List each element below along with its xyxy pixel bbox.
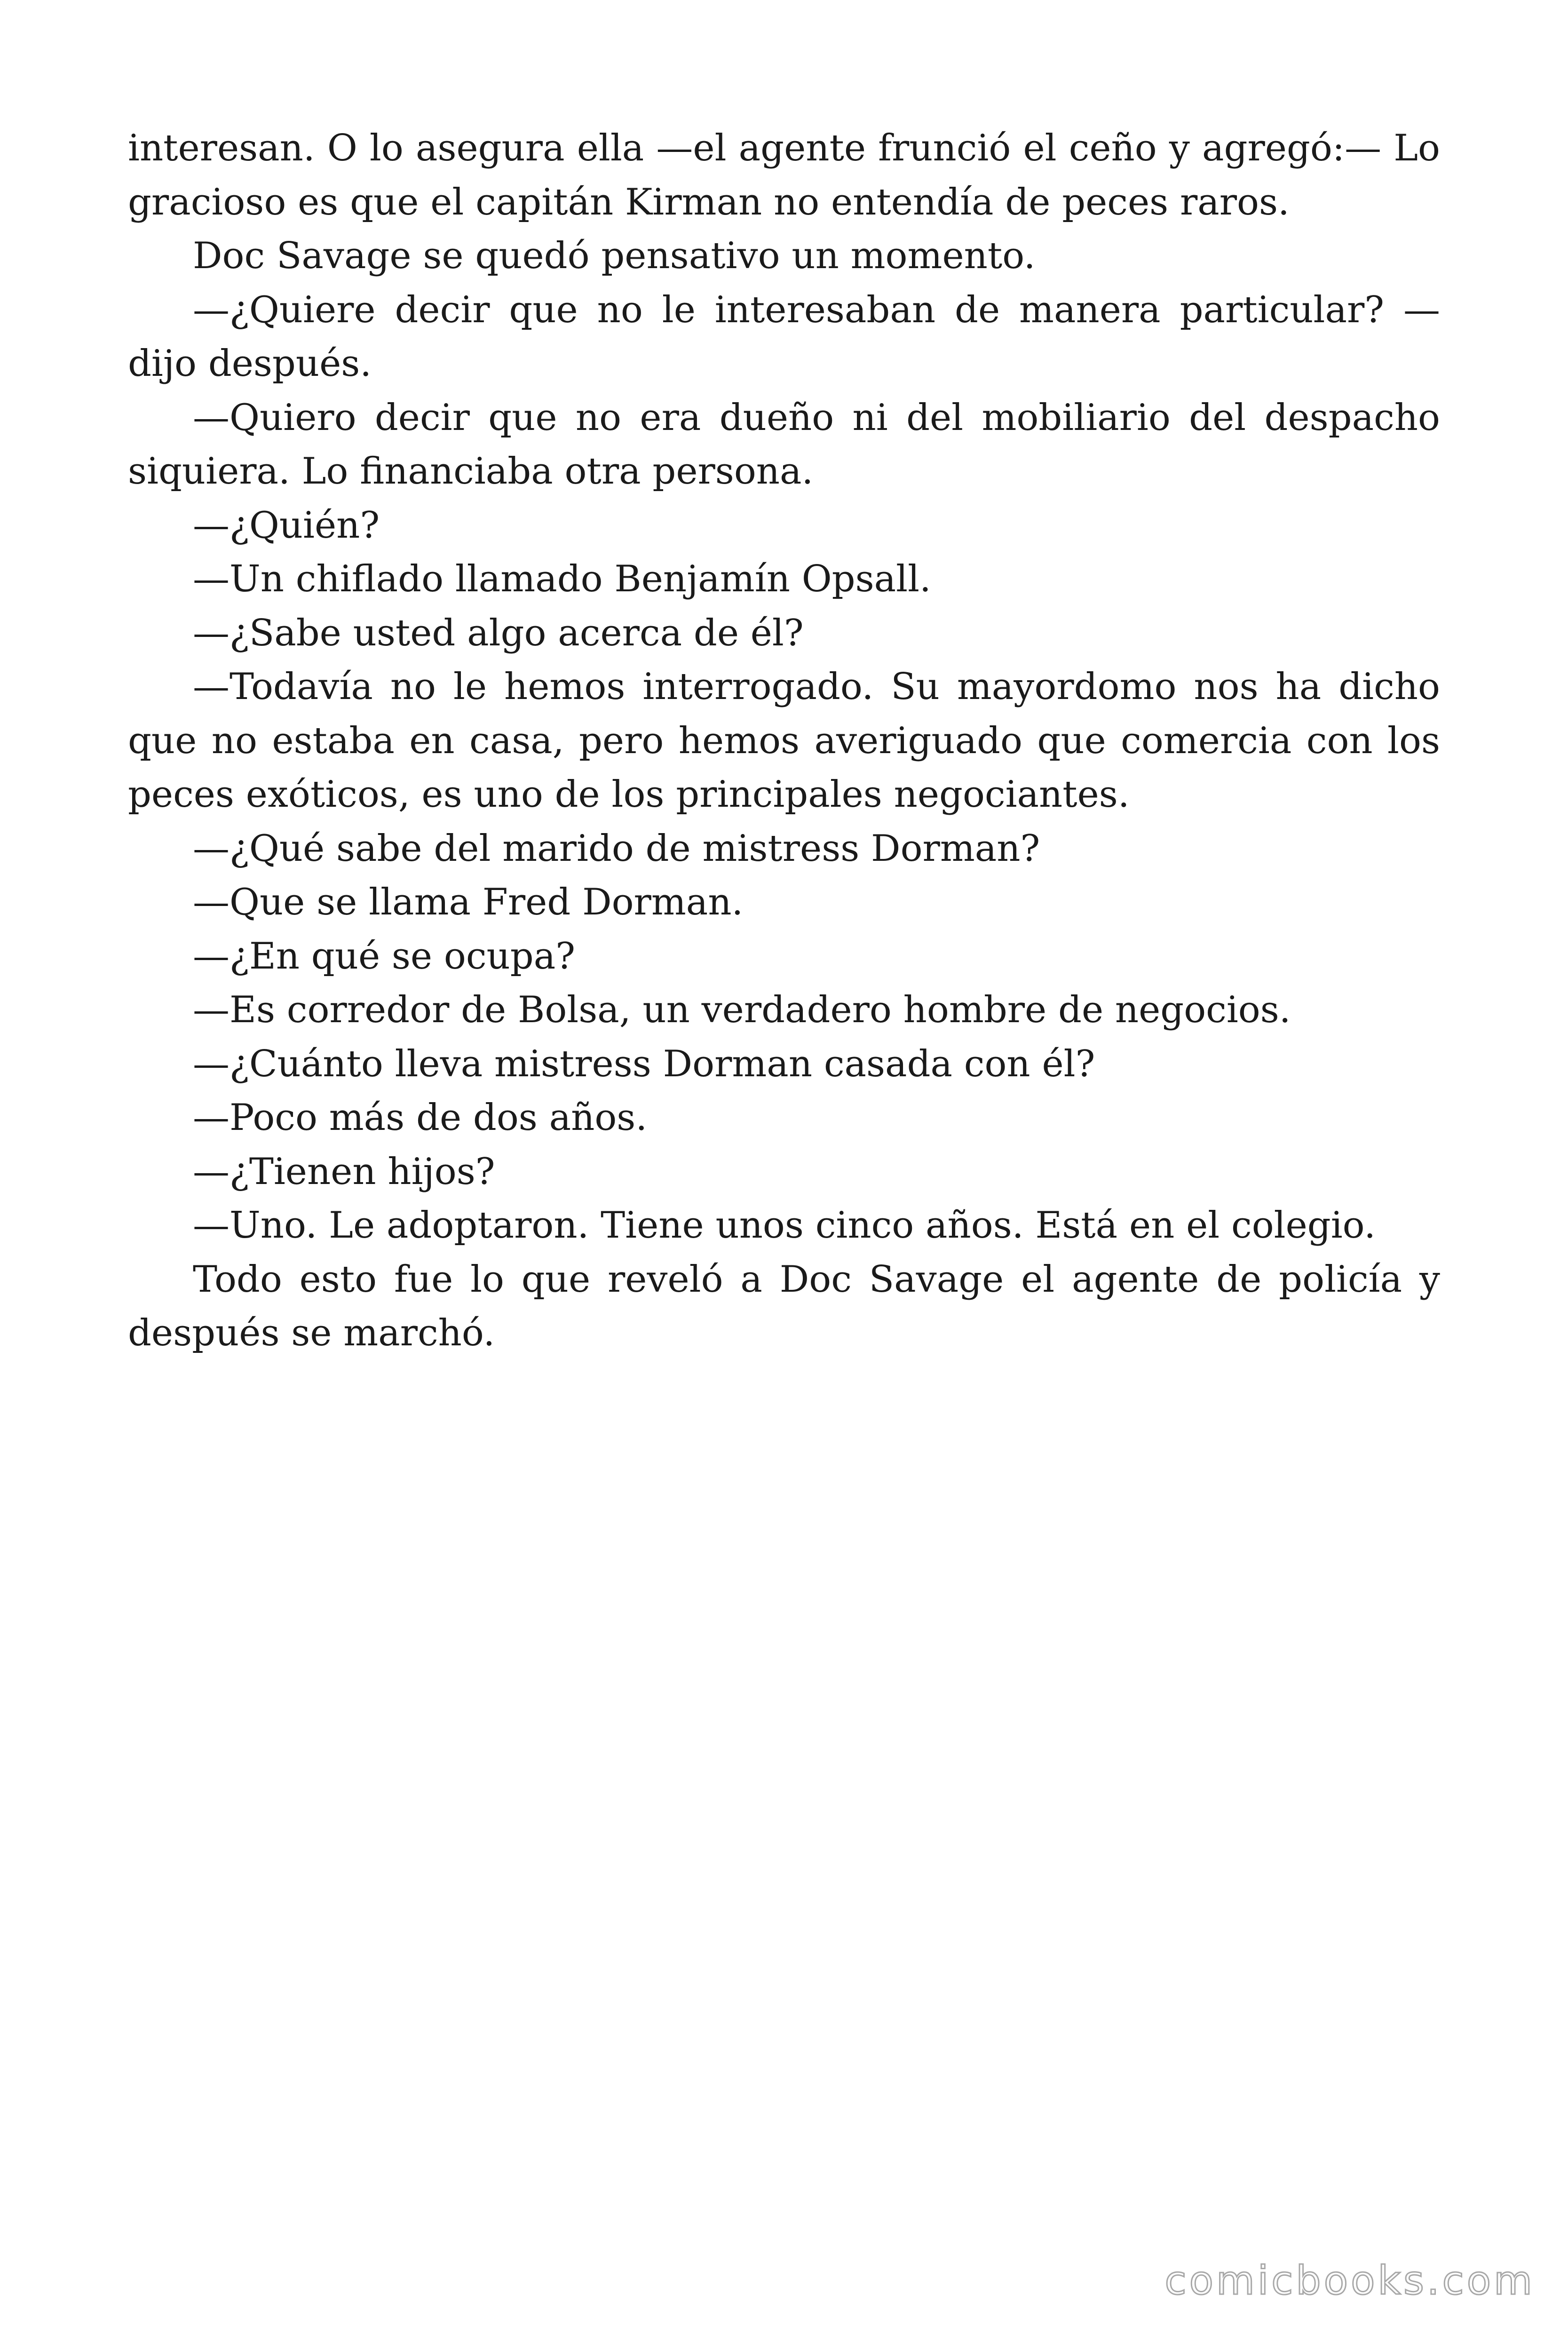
- paragraph: —Quiero decir que no era dueño ni del mobiliario del despacho siquiera. Lo financiaba otra persona.: [128, 396, 1440, 493]
- paragraph: —Uno. Le adoptaron. Tiene unos cinco años. Está en el colegio.: [193, 1204, 1376, 1247]
- paragraph: —Un chiflado llamado Benjamín Opsall.: [193, 558, 931, 600]
- paragraph: —¿Quién?: [193, 504, 380, 547]
- paragraph: —¿Tienen hijos?: [193, 1150, 495, 1193]
- paragraph: —Que se llama Fred Dorman.: [193, 881, 744, 923]
- paragraph: Todo esto fue lo que reveló a Doc Savage el agente de policía y después se marchó.: [128, 1258, 1440, 1354]
- paragraph: —¿Quiere decir que no le interesaban de manera particular? — dijo después.: [128, 288, 1440, 385]
- watermark: comicbooks.com: [1164, 2257, 1535, 2304]
- paragraph: —¿Qué sabe del marido de mistress Dorman?: [193, 827, 1040, 870]
- paragraph: —¿Sabe usted algo acerca de él?: [193, 612, 804, 654]
- paragraph: —Es corredor de Bolsa, un verdadero hombre de negocios.: [193, 989, 1291, 1031]
- paragraph: —¿Cuánto lleva mistress Dorman casada con él?: [193, 1042, 1095, 1085]
- paragraph: —¿En qué se ocupa?: [193, 935, 576, 977]
- body-text: [128, 121, 1440, 1360]
- paragraph: interesan. O lo asegura ella —el agente frunció el ceño y agregó:— Lo gracioso es que el capitán Kirman no entendía de peces raros.: [128, 127, 1440, 223]
- paragraph: —Todavía no le hemos interrogado. Su mayordomo nos ha dicho que no estaba en casa, pero hemos averiguado que comercia con los peces exóticos, es uno de los principales negociantes.: [128, 666, 1440, 816]
- paragraph: —Poco más de dos años.: [193, 1097, 648, 1139]
- paragraph: Doc Savage se quedó pensativo un momento.: [193, 235, 1036, 277]
